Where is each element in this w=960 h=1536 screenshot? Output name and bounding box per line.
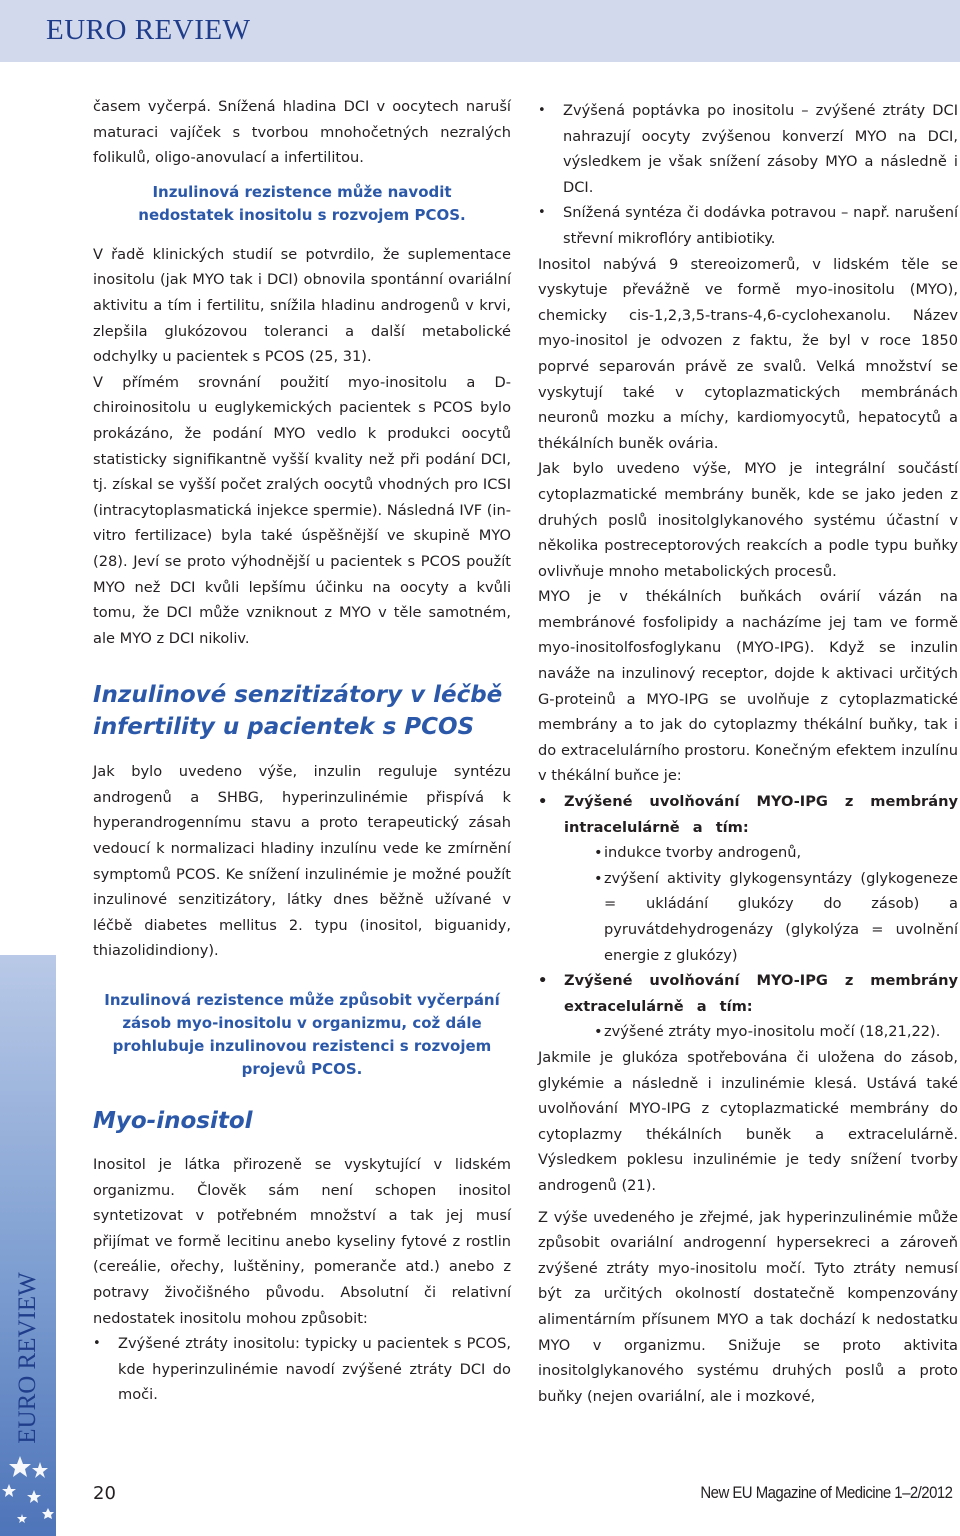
effect-2-item: • zvýšené ztráty myo-inositolu močí (18,21,22).: [538, 1019, 958, 1045]
side-strip: [0, 955, 56, 1536]
right-column: [538, 98, 958, 1409]
list-item: • Zvýšená poptávka po inositolu – zvýšené ztráty DCI nahrazují oocyty zvýšenou konverzí MYO na DCI, výsledkem je však snížení zásoby MYO a následně i DCI.: [538, 98, 958, 200]
section-heading-myo-inositol: Myo-inositol: [93, 1108, 253, 1135]
left-column: [93, 94, 511, 1408]
page-header: [0, 0, 960, 62]
paragraph-conclusion: Z výše uvedeného je zřejmé, jak hyperinzulinémie může způsobit ovariální androgenní hypersekreci a zároveň zvýšené ztráty myo-inositolu močí. Tyto ztráty nemusí být za určitých okolností dostatečně kompenzovány alimentárním přísunem MYO a tak dochází k nedostatku MYO v organizmu. Snižuje se proto aktivita inositolglykanového systému druhých poslů a proto buňky (nejen ovariální, ale i mozkové,: [538, 1208, 958, 1405]
paragraph-2: V přímém srovnání použití myo-inositolu a D-chiroinositolu u euglykemických pacientek s PCOS bylo prokázáno, že podání MYO vedlo k produkci oocytů statisticky signifikantně vyšší kvality než při podání DCI, tj. získal se vyšší počet zralých oocytů vhodných pro ICSI (intracytoplasmatická injekce spermie). Následná IVF (in-vitro fertilizace) byla také úspěšnější ve skupině MYO (28). Jeví se proto výhodnější u pacientek s PCOS použít MYO než DCI kvůli lepšímu účinku na oocyty a kvůli tomu, že DCI může vzniknout z MYO v těle samotném, ale MYO z DCI nikoliv.: [93, 373, 511, 647]
effect-1-item: • indukce tvorby androgenů,: [538, 840, 958, 866]
list-item: • Snížená syntéza či dodávka potravou – např. narušení střevní mikroflóry antibiotiky.: [538, 200, 958, 251]
paragraph-3: Jak bylo uvedeno výše, inzulin reguluje syntézu androgenů a SHBG, hyperinzulinémie přispívá k hyperandrogennímu stavu a proto terapeutický zásah vedoucí k normalizaci hladiny inzulínu vede ke zmírnění symptomů PCOS. Ke snížení inzulinémie je možné použít inzulinové senzitizátory, látky dnes běžně užívané v léčbě diabetes mellitus 2. typu (inositol, biguanidy, thiazolidindiony).: [93, 763, 511, 960]
bullet-icon: •: [594, 869, 603, 887]
paragraph-membrane: Jak bylo uvedeno výše, MYO je integrální součástí cytoplazmatické membrány buněk, kde se jako jeden z druhých poslů inositolglykanového systému účastní v několika postreceptorových reakcích a podle typu buňky ovlivňuje mnoho metabolických procesů.: [538, 460, 958, 580]
callout-1: Inzulinová rezistence může navodit nedostatek inositolu s rozvojem PCOS.: [138, 182, 466, 224]
paragraph-stereoisomers: Inositol nabývá 9 stereoizomerů, v lidském těle se vyskytuje převážně ve formě myo-inositolu (MYO), chemicky cis-1,2,3,5-trans-4,6-cyclohexanolu. Název myo-inositol je odvozen z faktu, že byl v roce 1850 poprvé separován právě ze svalů. Velká množství se vyskytují také v cytoplazmatických membránách neuronů mozku a míchy, kardiomyocytů, hepatocytů a thékálních buněk ovária.: [538, 255, 958, 452]
side-brand-text: EURO REVIEW: [14, 1272, 41, 1444]
bullet-icon: •: [594, 844, 603, 862]
paragraph-1: V řadě klinických studií se potvrdilo, že suplementace inositolu (jak MYO tak i DCI) obnovila spontánní ovariální aktivitu a tím i fertilitu, snížila hladinu androgenů v krvi, zlepšila glukózovou toleranci a další metabolické odchylky u pacientek s PCOS (25, 31).: [93, 245, 511, 366]
section-heading-insulin-sensitizers: Inzulinové senzitizátory v léčbě infertility u pacientek s PCOS: [93, 682, 503, 741]
intro-paragraph: časem vyčerpá. Snížená hladina DCI v oocytech naruší maturaci vajíček s tvorbou mnohočetných nezralých folikulů, oligo-anovulací a infertilitou.: [93, 98, 511, 167]
effect-1-item: • zvýšení aktivity glykogensyntázy (glykogeneze = ukládání glukózy do zásob) a pyruvátdehydrogenázy (glykolýza = uvolnění energie z glukózy): [538, 866, 958, 968]
paragraph-theca-cells: MYO je v thékálních buňkách ovárií vázán na membránové fosfolipidy a nacházíme jej tam ve formě myo-inositolfosfoglykanu (MYO-IPG). Když se inzulin naváže na inzulinový receptor, dojde k aktivaci určitých G-proteinů a MYO-IPG se uvolňuje z cytoplazmatické membrány a to jak do cytoplazmy thékální buňky, tak i do extracelulárního prostoru. Konečným efektem inzulínu v thékální buňce je:: [538, 588, 958, 785]
stars-icon: [0, 1450, 56, 1536]
bullet-icon: •: [538, 972, 548, 990]
side-brand: [4, 1268, 52, 1448]
bullet-icon: •: [594, 1023, 603, 1041]
magazine-footer: New EU Magazine of Medicine 1–2/2012: [699, 1483, 952, 1502]
bullet-icon: •: [538, 793, 548, 811]
page-number: 20: [93, 1483, 116, 1504]
callout-2: Inzulinová rezistence může způsobit vyčerpání zásob myo-inositolu v organizmu, což dále prohlubuje inzulinovou rezistenci s rozvojem projevů PCOS.: [104, 991, 500, 1079]
paragraph-4: Inositol je látka přirozeně se vyskytující v lidském organizmu. Člověk sám není schopen inositol syntetizovat v potřebném množství a tak jej musí přijímat ve formě lecitinu anebo kyseliny fytové z rostlin (cereálie, ořechy, luštěniny, pomeranče atd.) anebo z potravy živočišného původu. Absolutní či relativní nedostatek inositolu mohou způsobit:: [93, 1156, 511, 1327]
paragraph-glucose: Jakmile je glukóza spotřebována či uložena do zásob, glykémie a následně i inzulinémie klesá. Ustává také uvolňování MYO-IPG z cytoplazmatické membrány do cytoplazmy thékálních buněk a extracelulárně. Výsledkem poklesu inzulinémie je tedy snížení tvorby androgenů (21).: [538, 1048, 958, 1194]
left-bullet-list: [93, 1331, 511, 1408]
right-bullet-list: [538, 98, 958, 252]
effect-1-title: • Zvýšené uvolňování MYO-IPG z membrány intracelulárně a tím:: [538, 789, 958, 840]
effect-2-title: • Zvýšené uvolňování MYO-IPG z membrány extracelulárně a tím:: [538, 968, 958, 1019]
list-item: • Zvýšené ztráty inositolu: typicky u pacientek s PCOS, kde hyperinzulinémie navodí zvýšené ztráty DCI do moči.: [93, 1331, 511, 1408]
header-brand: EURO REVIEW: [46, 14, 251, 46]
